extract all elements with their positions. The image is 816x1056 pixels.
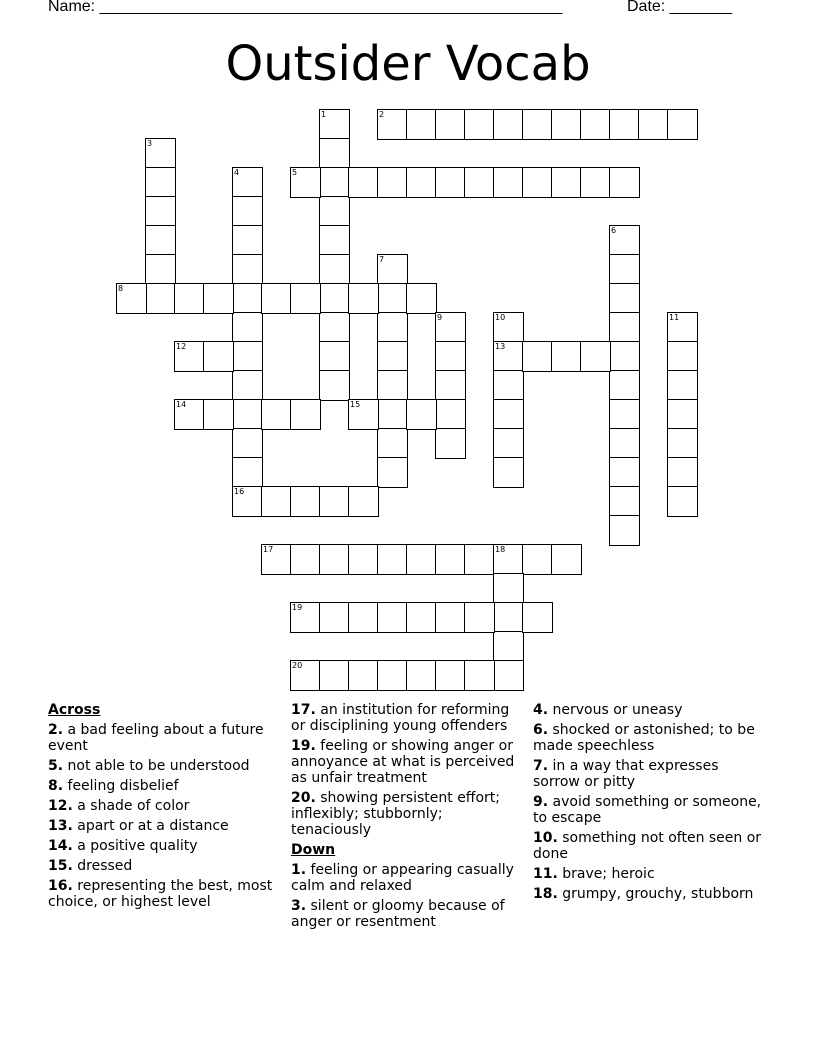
cell-number: 18 bbox=[495, 545, 506, 554]
clue-column-2 bbox=[291, 702, 527, 934]
grid-cell[interactable] bbox=[667, 457, 698, 488]
clue-number: 8. bbox=[48, 778, 64, 794]
cell-number: 15 bbox=[350, 400, 361, 409]
grid-cell[interactable] bbox=[232, 428, 263, 459]
grid-cell[interactable] bbox=[377, 109, 408, 140]
grid-cell[interactable] bbox=[348, 167, 379, 198]
grid-cell[interactable] bbox=[319, 138, 350, 169]
grid-cell[interactable] bbox=[319, 196, 350, 227]
cell-number: 8 bbox=[118, 284, 124, 293]
grid-cell[interactable] bbox=[493, 457, 524, 488]
grid-cell[interactable] bbox=[319, 109, 350, 140]
grid-cell[interactable] bbox=[609, 515, 640, 546]
grid-cell[interactable] bbox=[319, 225, 350, 256]
grid-cell[interactable] bbox=[493, 631, 524, 662]
grid-cell[interactable] bbox=[522, 167, 553, 198]
cell-number: 13 bbox=[495, 342, 506, 351]
grid-cell[interactable] bbox=[609, 312, 640, 343]
grid-cell[interactable] bbox=[203, 283, 234, 314]
grid-cell[interactable] bbox=[435, 167, 466, 198]
grid-cell[interactable] bbox=[493, 602, 524, 633]
grid-cell[interactable] bbox=[319, 254, 350, 285]
grid-cell[interactable] bbox=[348, 602, 379, 633]
clue-number: 14. bbox=[48, 838, 73, 854]
clue-down-18 bbox=[533, 886, 768, 902]
grid-cell[interactable] bbox=[290, 283, 321, 314]
clue-column-3 bbox=[533, 702, 768, 906]
grid-cell[interactable] bbox=[319, 341, 350, 372]
clue-text: brave; heroic bbox=[562, 866, 655, 882]
grid-cell[interactable] bbox=[609, 341, 640, 372]
grid-cell[interactable] bbox=[319, 486, 350, 517]
clue-text: not able to be understood bbox=[67, 758, 250, 774]
clue-number: 3. bbox=[291, 898, 307, 914]
clue-number: 6. bbox=[533, 722, 549, 738]
grid-cell[interactable] bbox=[435, 428, 466, 459]
clue-text: showing persistent effort; inflexibly; stubbornly; tenaciously bbox=[291, 790, 500, 838]
clue-down-10 bbox=[533, 830, 768, 862]
grid-cell[interactable] bbox=[406, 167, 437, 198]
grid-cell[interactable] bbox=[522, 109, 553, 140]
grid-cell[interactable] bbox=[493, 109, 524, 140]
grid-cell[interactable] bbox=[377, 312, 408, 343]
grid-cell[interactable] bbox=[348, 486, 379, 517]
clue-number: 2. bbox=[48, 722, 64, 738]
grid-cell[interactable] bbox=[667, 428, 698, 459]
grid-cell[interactable] bbox=[232, 225, 263, 256]
down-heading: Down bbox=[291, 842, 336, 858]
grid-cell[interactable] bbox=[261, 544, 292, 575]
grid-cell[interactable] bbox=[145, 167, 176, 198]
grid-cell[interactable] bbox=[290, 602, 321, 633]
grid-cell[interactable] bbox=[377, 341, 408, 372]
clue-number: 15. bbox=[48, 858, 73, 874]
clue-number: 7. bbox=[533, 758, 549, 774]
grid-cell[interactable] bbox=[551, 167, 582, 198]
grid-cell[interactable] bbox=[290, 544, 321, 575]
clue-down-7 bbox=[533, 758, 768, 790]
clue-across-12 bbox=[48, 798, 276, 814]
grid-cell[interactable] bbox=[348, 399, 379, 430]
grid-cell[interactable] bbox=[435, 109, 466, 140]
grid-cell[interactable] bbox=[232, 196, 263, 227]
clue-text: shocked or astonished; to be made speechless bbox=[533, 722, 755, 754]
grid-cell[interactable] bbox=[145, 254, 176, 285]
grid-cell[interactable] bbox=[493, 660, 524, 691]
grid-cell[interactable] bbox=[493, 370, 524, 401]
clue-text: feeling or appearing casually calm and relaxed bbox=[291, 862, 514, 894]
grid-cell[interactable] bbox=[174, 341, 205, 372]
grid-cell[interactable] bbox=[319, 167, 350, 198]
grid-cell[interactable] bbox=[667, 312, 698, 343]
clue-down-1 bbox=[291, 862, 527, 894]
grid-cell[interactable] bbox=[145, 283, 176, 314]
grid-cell[interactable] bbox=[493, 312, 524, 343]
clue-text: feeling or showing anger or annoyance at what is perceived as unfair treatment bbox=[291, 738, 515, 786]
date-field-label: Date: _______ bbox=[627, 0, 732, 15]
clue-across-20 bbox=[291, 790, 527, 838]
clue-number: 16. bbox=[48, 878, 73, 894]
grid-cell[interactable] bbox=[290, 660, 321, 691]
grid-cell[interactable] bbox=[435, 602, 466, 633]
clue-down-4 bbox=[533, 702, 768, 718]
grid-cell[interactable] bbox=[232, 370, 263, 401]
clue-number: 9. bbox=[533, 794, 549, 810]
grid-cell[interactable] bbox=[377, 254, 408, 285]
grid-cell[interactable] bbox=[522, 602, 553, 633]
across-heading: Across bbox=[48, 702, 101, 718]
grid-cell[interactable] bbox=[493, 544, 524, 575]
grid-cell[interactable] bbox=[261, 399, 292, 430]
grid-cell[interactable] bbox=[667, 109, 698, 140]
clue-number: 1. bbox=[291, 862, 307, 878]
grid-cell[interactable] bbox=[551, 341, 582, 372]
grid-cell[interactable] bbox=[406, 602, 437, 633]
grid-cell[interactable] bbox=[551, 109, 582, 140]
clue-across-14 bbox=[48, 838, 276, 854]
clue-across-15 bbox=[48, 858, 276, 874]
grid-cell[interactable] bbox=[493, 341, 524, 372]
clue-number: 18. bbox=[533, 886, 558, 902]
grid-cell[interactable] bbox=[145, 225, 176, 256]
grid-cell[interactable] bbox=[232, 341, 263, 372]
clue-text: a bad feeling about a future event bbox=[48, 722, 264, 754]
grid-cell[interactable] bbox=[464, 602, 495, 633]
grid-cell[interactable] bbox=[261, 486, 292, 517]
grid-cell[interactable] bbox=[464, 167, 495, 198]
grid-cell[interactable] bbox=[609, 167, 640, 198]
grid-cell[interactable] bbox=[377, 399, 408, 430]
grid-cell[interactable] bbox=[232, 283, 263, 314]
cell-number: 5 bbox=[292, 168, 298, 177]
grid-cell[interactable] bbox=[406, 399, 437, 430]
clue-number: 13. bbox=[48, 818, 73, 834]
clue-across-13 bbox=[48, 818, 276, 834]
grid-cell[interactable] bbox=[406, 283, 437, 314]
grid-cell[interactable] bbox=[377, 283, 408, 314]
grid-cell[interactable] bbox=[522, 544, 553, 575]
grid-cell[interactable] bbox=[464, 544, 495, 575]
clue-across-16 bbox=[48, 878, 276, 910]
grid-cell[interactable] bbox=[522, 341, 553, 372]
grid-cell[interactable] bbox=[667, 399, 698, 430]
cell-number: 1 bbox=[321, 110, 327, 119]
grid-cell[interactable] bbox=[609, 109, 640, 140]
clue-number: 10. bbox=[533, 830, 558, 846]
clue-text: feeling disbelief bbox=[67, 778, 179, 794]
grid-cell[interactable] bbox=[551, 544, 582, 575]
cell-number: 6 bbox=[611, 226, 617, 235]
clue-across-17 bbox=[291, 702, 527, 734]
grid-cell[interactable] bbox=[377, 544, 408, 575]
grid-cell[interactable] bbox=[609, 486, 640, 517]
cell-number: 12 bbox=[176, 342, 187, 351]
clue-text: silent or gloomy because of anger or resentment bbox=[291, 898, 505, 930]
grid-cell[interactable] bbox=[348, 544, 379, 575]
grid-cell[interactable] bbox=[232, 457, 263, 488]
clue-text: apart or at a distance bbox=[77, 818, 229, 834]
clue-down-9 bbox=[533, 794, 768, 826]
grid-cell[interactable] bbox=[290, 486, 321, 517]
clue-text: grumpy, grouchy, stubborn bbox=[562, 886, 754, 902]
grid-cell[interactable] bbox=[319, 283, 350, 314]
clue-text: nervous or uneasy bbox=[552, 702, 683, 718]
grid-cell[interactable] bbox=[435, 660, 466, 691]
grid-cell[interactable] bbox=[232, 486, 263, 517]
grid-cell[interactable] bbox=[319, 660, 350, 691]
grid-cell[interactable] bbox=[435, 312, 466, 343]
clue-text: dressed bbox=[77, 858, 133, 874]
clue-text: a positive quality bbox=[77, 838, 198, 854]
grid-cell[interactable] bbox=[667, 341, 698, 372]
grid-cell[interactable] bbox=[435, 370, 466, 401]
grid-cell[interactable] bbox=[203, 399, 234, 430]
grid-cell[interactable] bbox=[290, 167, 321, 198]
clue-text: something not often seen or done bbox=[533, 830, 762, 862]
clue-down-6 bbox=[533, 722, 768, 754]
cell-number: 19 bbox=[292, 603, 303, 612]
grid-cell[interactable] bbox=[493, 399, 524, 430]
clue-down-11 bbox=[533, 866, 768, 882]
grid-cell[interactable] bbox=[638, 109, 669, 140]
grid-cell[interactable] bbox=[493, 167, 524, 198]
grid-cell[interactable] bbox=[406, 109, 437, 140]
clue-text: avoid something or someone, to escape bbox=[533, 794, 762, 826]
clue-across-19 bbox=[291, 738, 527, 786]
grid-cell[interactable] bbox=[290, 399, 321, 430]
clue-number: 17. bbox=[291, 702, 316, 718]
clue-number: 19. bbox=[291, 738, 316, 754]
clue-number: 20. bbox=[291, 790, 316, 806]
grid-cell[interactable] bbox=[377, 428, 408, 459]
grid-cell[interactable] bbox=[435, 399, 466, 430]
clue-across-5 bbox=[48, 758, 276, 774]
clue-number: 5. bbox=[48, 758, 64, 774]
grid-cell[interactable] bbox=[348, 283, 379, 314]
grid-cell[interactable] bbox=[609, 428, 640, 459]
cell-number: 11 bbox=[669, 313, 680, 322]
grid-cell[interactable] bbox=[435, 544, 466, 575]
grid-cell[interactable] bbox=[319, 312, 350, 343]
grid-cell[interactable] bbox=[232, 167, 263, 198]
grid-cell[interactable] bbox=[145, 138, 176, 169]
grid-cell[interactable] bbox=[580, 341, 611, 372]
grid-cell[interactable] bbox=[609, 457, 640, 488]
grid-cell[interactable] bbox=[667, 370, 698, 401]
grid-cell[interactable] bbox=[406, 660, 437, 691]
clue-number: 11. bbox=[533, 866, 558, 882]
page-title: Outsider Vocab bbox=[225, 36, 591, 92]
cell-number: 9 bbox=[437, 313, 443, 322]
cell-number: 10 bbox=[495, 313, 506, 322]
grid-cell[interactable] bbox=[348, 660, 379, 691]
grid-cell[interactable] bbox=[493, 428, 524, 459]
name-field-label: Name: ____________________________________________________ bbox=[48, 0, 563, 15]
grid-cell[interactable] bbox=[609, 254, 640, 285]
grid-cell[interactable] bbox=[174, 399, 205, 430]
grid-cell[interactable] bbox=[174, 283, 205, 314]
cell-number: 14 bbox=[176, 400, 187, 409]
cell-number: 16 bbox=[234, 487, 245, 496]
clue-text: a shade of color bbox=[77, 798, 190, 814]
cell-number: 4 bbox=[234, 168, 240, 177]
grid-cell[interactable] bbox=[377, 660, 408, 691]
cell-number: 3 bbox=[147, 139, 153, 148]
grid-cell[interactable] bbox=[493, 573, 524, 604]
grid-cell[interactable] bbox=[319, 544, 350, 575]
grid-cell[interactable] bbox=[145, 196, 176, 227]
grid-cell[interactable] bbox=[377, 457, 408, 488]
cell-number: 20 bbox=[292, 661, 303, 670]
clue-down-3 bbox=[291, 898, 527, 930]
grid-cell[interactable] bbox=[435, 341, 466, 372]
grid-cell[interactable] bbox=[609, 370, 640, 401]
grid-cell[interactable] bbox=[609, 399, 640, 430]
grid-cell[interactable] bbox=[609, 225, 640, 256]
grid-cell[interactable] bbox=[667, 486, 698, 517]
grid-cell[interactable] bbox=[464, 660, 495, 691]
grid-cell[interactable] bbox=[232, 399, 263, 430]
grid-cell[interactable] bbox=[116, 283, 147, 314]
cell-number: 2 bbox=[379, 110, 385, 119]
grid-cell[interactable] bbox=[377, 167, 408, 198]
cell-number: 17 bbox=[263, 545, 274, 554]
clue-text: representing the best, most choice, or highest level bbox=[48, 878, 273, 910]
grid-cell[interactable] bbox=[261, 283, 292, 314]
cell-number: 7 bbox=[379, 255, 385, 264]
clue-across-8 bbox=[48, 778, 276, 794]
grid-cell[interactable] bbox=[377, 370, 408, 401]
clue-number: 12. bbox=[48, 798, 73, 814]
clue-number: 4. bbox=[533, 702, 549, 718]
clue-column-1 bbox=[48, 702, 276, 914]
grid-cell[interactable] bbox=[319, 370, 350, 401]
grid-cell[interactable] bbox=[377, 602, 408, 633]
grid-cell[interactable] bbox=[580, 109, 611, 140]
grid-cell[interactable] bbox=[232, 312, 263, 343]
grid-cell[interactable] bbox=[203, 341, 234, 372]
clue-across-2 bbox=[48, 722, 276, 754]
clue-text: in a way that expresses sorrow or pitty bbox=[533, 758, 719, 790]
grid-cell[interactable] bbox=[609, 283, 640, 314]
grid-cell[interactable] bbox=[232, 254, 263, 285]
grid-cell[interactable] bbox=[464, 109, 495, 140]
grid-cell[interactable] bbox=[580, 167, 611, 198]
grid-cell[interactable] bbox=[406, 544, 437, 575]
clue-text: an institution for reforming or disciplining young offenders bbox=[291, 702, 510, 734]
grid-cell[interactable] bbox=[319, 602, 350, 633]
